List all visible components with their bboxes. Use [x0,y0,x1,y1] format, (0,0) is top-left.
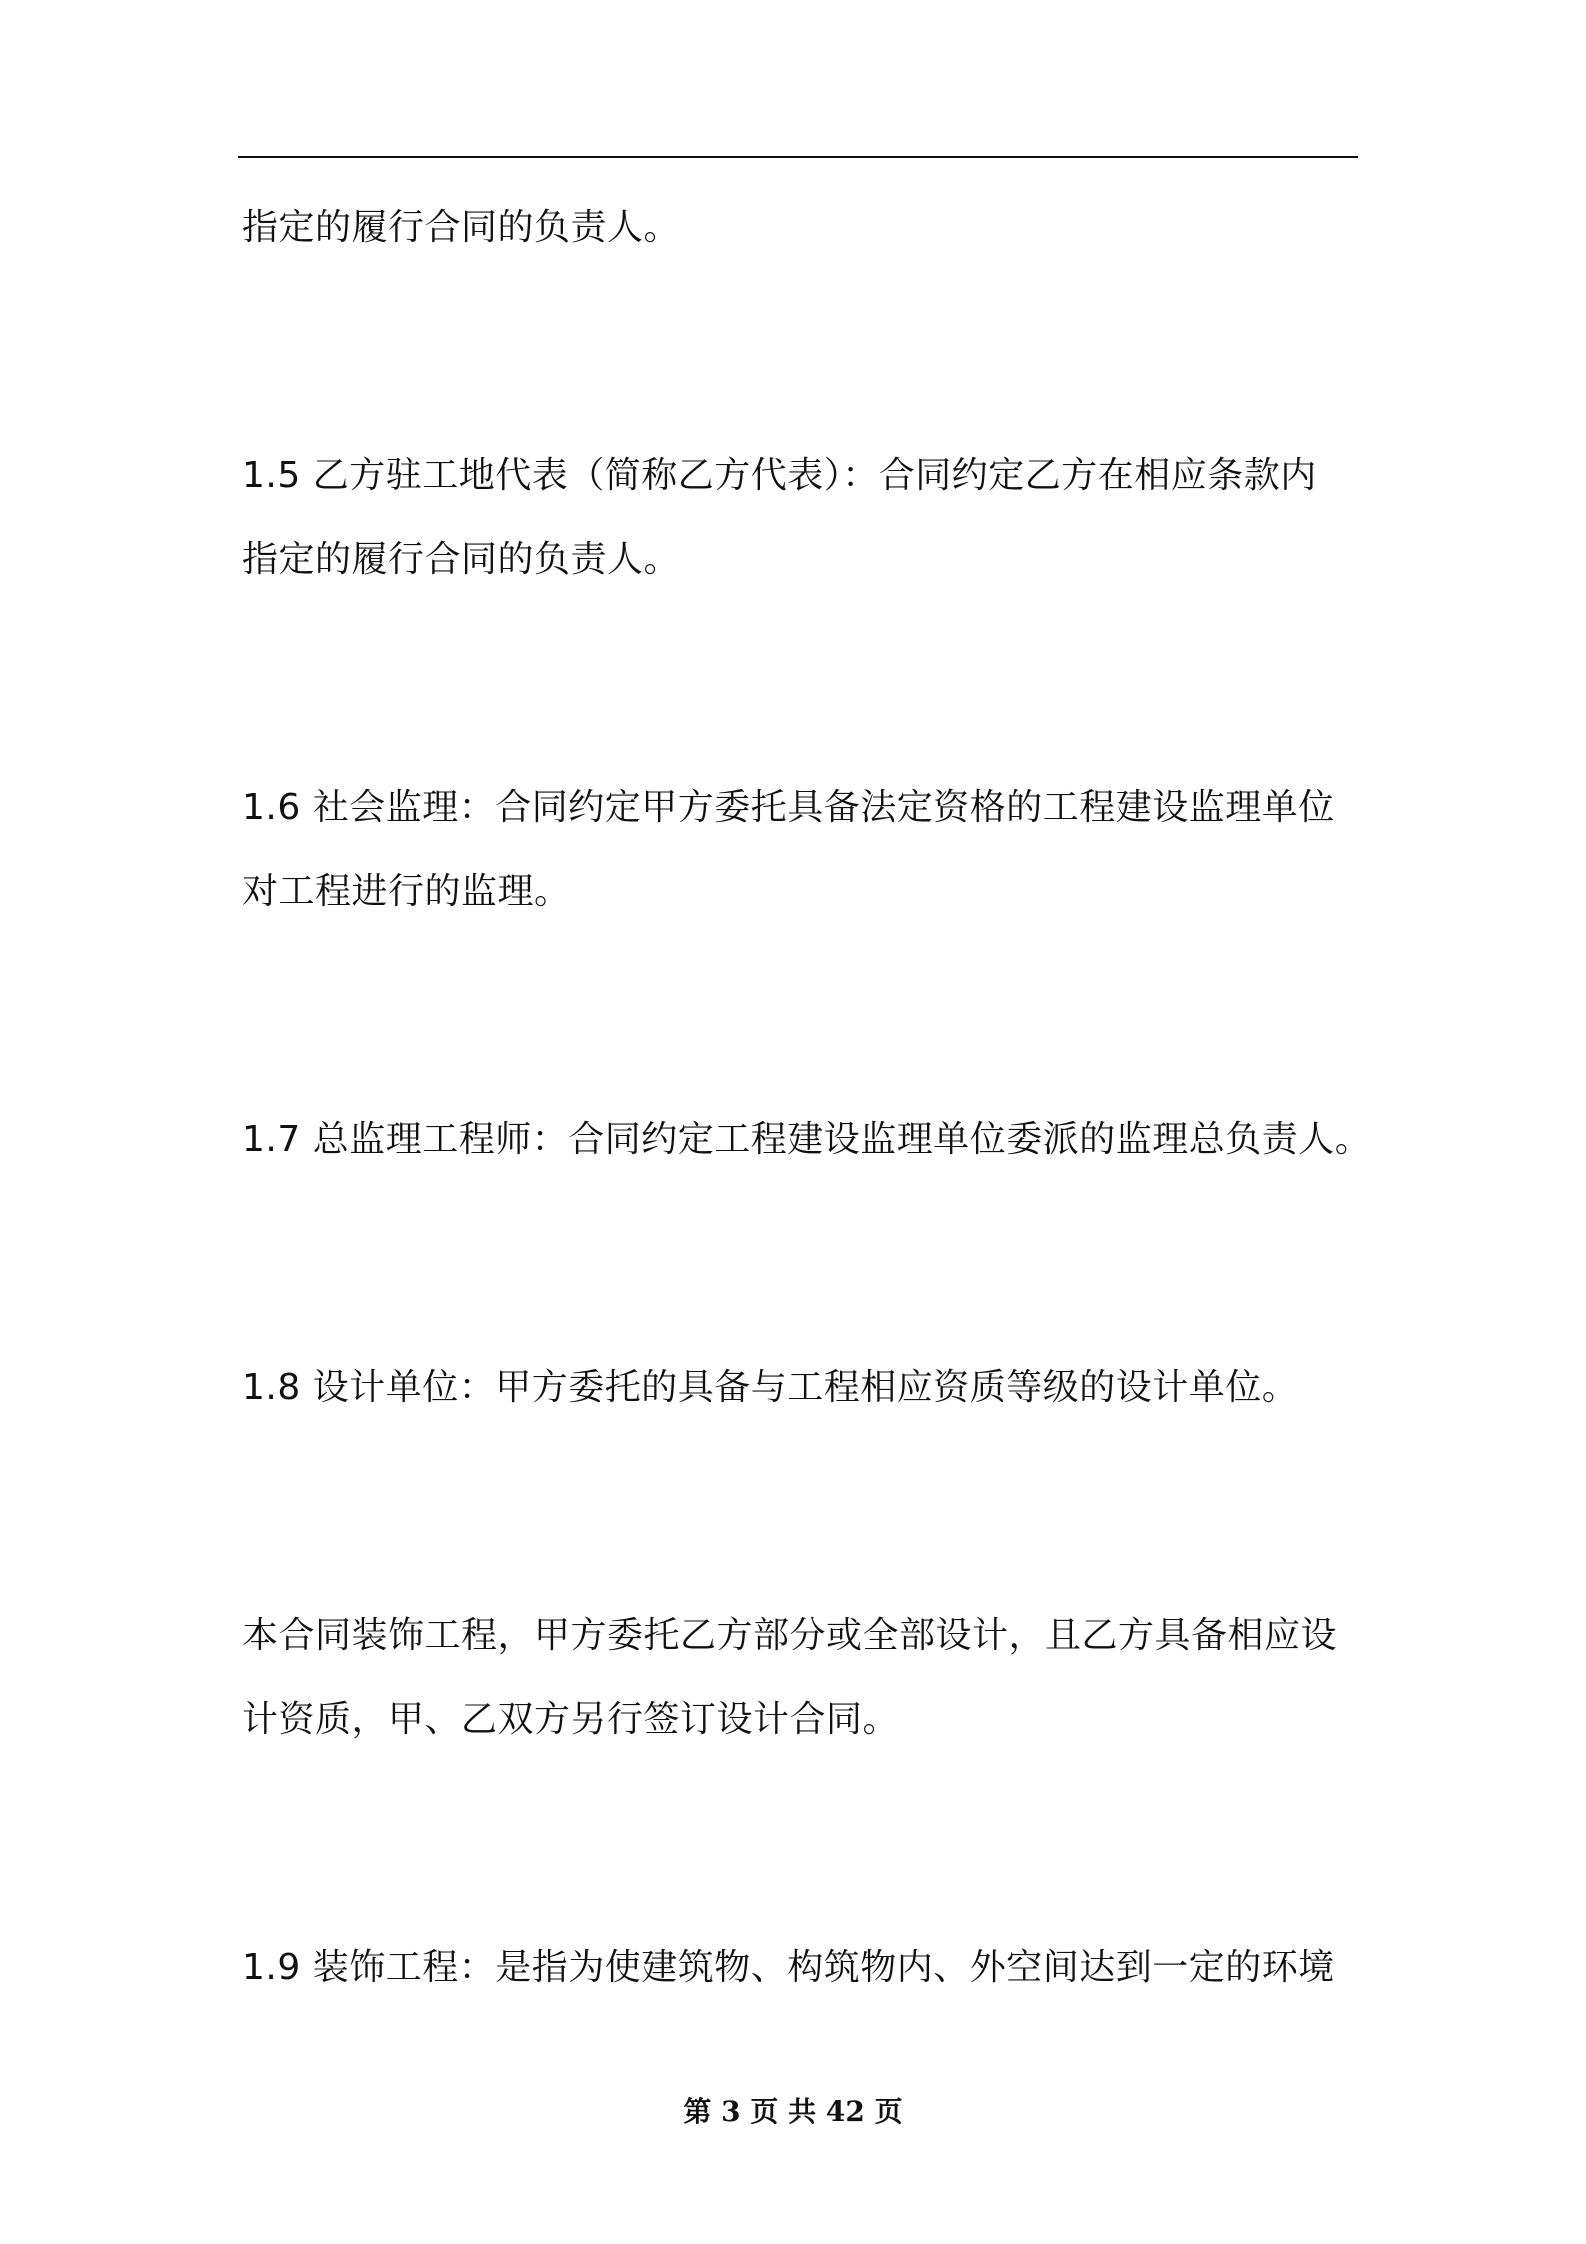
clause-1-9-line: 1.9 装饰工程：是指为使建筑物、构筑物内、外空间达到一定的环境 [242,1947,1335,1988]
paragraph-line: 指定的履行合同的负责人。 [242,207,681,248]
page-number-footer: 第 3 页 共 42 页 [683,2095,903,2128]
paragraph-line: 计资质，甲、乙双方另行签订设计合同。 [242,1699,900,1740]
header-rule [238,156,1358,158]
paragraph-line: 本合同装饰工程，甲方委托乙方部分或全部设计，且乙方具备相应设 [242,1615,1338,1656]
clause-1-6-line: 1.6 社会监理：合同约定甲方委托具备法定资格的工程建设监理单位 [242,787,1335,828]
clause-1-8-line: 1.8 设计单位：甲方委托的具备与工程相应资质等级的设计单位。 [242,1367,1299,1408]
clause-1-7-line: 1.7 总监理工程师：合同约定工程建设监理单位委派的监理总负责人。 [242,1119,1372,1160]
paragraph-line: 对工程进行的监理。 [242,871,571,912]
paragraph-line: 指定的履行合同的负责人。 [242,539,681,580]
clause-1-5-line: 1.5 乙方驻工地代表（简称乙方代表）：合同约定乙方在相应条款内 [242,455,1317,496]
